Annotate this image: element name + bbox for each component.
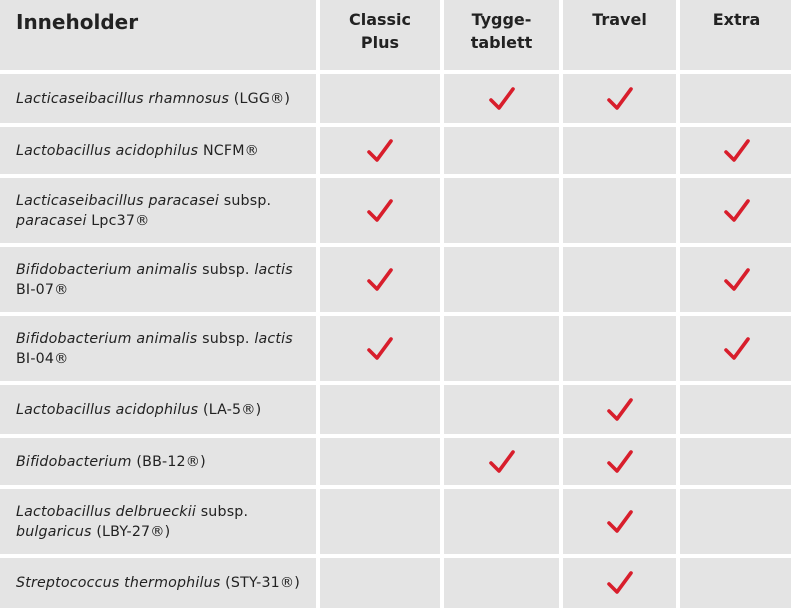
ingredient-name: [0, 438, 316, 485]
ingredient-text: [16, 573, 300, 593]
strain-suffix: subsp.: [197, 330, 255, 347]
subspecies-name: bulgaricus: [16, 523, 92, 540]
cell-extra: [680, 178, 791, 243]
checkmark-icon: [488, 86, 516, 112]
ingredient-line-1: [16, 193, 271, 209]
ingredient-name: [0, 489, 316, 554]
cell-tyggetablett: [444, 178, 559, 243]
cell-tyggetablett: [444, 489, 559, 554]
ingredient-text: [16, 329, 293, 369]
species-name: Lacticaseibacillus rhamnosus: [16, 90, 230, 107]
cell-travel: [563, 438, 676, 485]
strain-suffix: subsp.: [196, 503, 249, 520]
checkmark-icon: [723, 336, 751, 362]
ingredient-line-2: [16, 351, 68, 367]
species-name: Bifidobacterium animalis: [16, 330, 198, 347]
ingredient-line-1: [16, 402, 261, 418]
checkmark-icon: [488, 449, 516, 475]
species-name: Lacticaseibacillus paracasei: [16, 192, 220, 209]
strain-suffix: (LA-5®): [198, 401, 262, 418]
cell-travel: [563, 247, 676, 312]
ingredient-line-2: [16, 524, 170, 540]
header-ingredients-label: Inneholder: [16, 10, 139, 34]
cell-tyggetablett: [444, 316, 559, 381]
species-name: Lactobacillus delbrueckii: [16, 503, 196, 520]
cell-classic-plus: [320, 247, 440, 312]
checkmark-icon: [366, 198, 394, 224]
header-classic-plus-label: Classic Plus: [348, 10, 412, 52]
cell-travel: [563, 385, 676, 434]
ingredient-text: [16, 400, 261, 420]
cell-extra: [680, 489, 791, 554]
strain-suffix: subsp.: [197, 261, 255, 278]
header-tyggetablett-label: Tygge- tablett: [470, 10, 533, 52]
subspecies-name: lactis: [254, 261, 293, 278]
cell-tyggetablett: [444, 438, 559, 485]
cell-classic-plus: [320, 74, 440, 123]
header-classic-plus: [320, 0, 440, 70]
header-ingredients: [0, 0, 316, 70]
cell-tyggetablett: [444, 385, 559, 434]
ingredient-line-2: [16, 213, 149, 229]
checkmark-icon: [366, 336, 394, 362]
ingredient-text: [16, 452, 206, 472]
ingredient-line-1: [16, 504, 248, 520]
species-name: Bifidobacterium animalis: [16, 261, 198, 278]
checkmark-icon: [606, 509, 634, 535]
checkmark-icon: [606, 570, 634, 596]
species-name: Bifidobacterium: [16, 453, 132, 470]
cell-extra: [680, 316, 791, 381]
header-extra: [680, 0, 791, 70]
header-travel-label: Travel: [592, 10, 647, 29]
checkmark-icon: [723, 198, 751, 224]
cell-travel: [563, 178, 676, 243]
cell-travel: [563, 316, 676, 381]
ingredient-name: [0, 247, 316, 312]
cell-extra: [680, 74, 791, 123]
strain-suffix: (STY-31®): [220, 575, 301, 591]
cell-extra: [680, 558, 791, 608]
ingredient-text: [16, 502, 248, 542]
cell-classic-plus: [320, 489, 440, 554]
subspecies-name: lactis: [254, 330, 293, 347]
cell-classic-plus: [320, 438, 440, 485]
strain-suffix: subsp.: [219, 192, 272, 209]
cell-tyggetablett: [444, 558, 559, 608]
subspecies-name: paracasei: [16, 212, 87, 229]
ingredient-text: [16, 89, 290, 109]
ingredient-name: [0, 558, 316, 608]
cell-classic-plus: [320, 178, 440, 243]
ingredient-line-1: [16, 331, 293, 347]
strain-code: BI-04®: [16, 350, 69, 367]
strain-suffix: NCFM®: [198, 142, 260, 159]
strain-code: Lpc37®: [86, 212, 150, 229]
species-name: Lactobacillus acidophilus: [16, 401, 199, 418]
strain-suffix: (LGG®): [229, 90, 291, 107]
cell-classic-plus: [320, 385, 440, 434]
cell-tyggetablett: [444, 247, 559, 312]
cell-tyggetablett: [444, 74, 559, 123]
checkmark-icon: [723, 138, 751, 164]
ingredient-text: [16, 141, 259, 161]
checkmark-icon: [366, 267, 394, 293]
cell-extra: [680, 385, 791, 434]
species-name: Streptococcus thermophilus: [16, 575, 221, 591]
ingredient-line-1: [16, 91, 290, 107]
strain-code: (LBY-27®): [91, 523, 171, 540]
cell-travel: [563, 127, 676, 174]
cell-classic-plus: [320, 316, 440, 381]
checkmark-icon: [606, 449, 634, 475]
checkmark-icon: [723, 267, 751, 293]
cell-extra: [680, 438, 791, 485]
checkmark-icon: [606, 397, 634, 423]
header-tyggetablett: [444, 0, 559, 70]
ingredient-line-1: [16, 143, 259, 159]
ingredient-name: [0, 127, 316, 174]
ingredient-line-2: [16, 282, 68, 298]
ingredient-line-1: [16, 454, 206, 470]
cell-travel: [563, 74, 676, 123]
header-travel: [563, 0, 676, 70]
strain-code: BI-07®: [16, 281, 69, 298]
checkmark-icon: [366, 138, 394, 164]
cell-classic-plus: [320, 127, 440, 174]
strain-suffix: (BB-12®): [131, 453, 206, 470]
ingredient-name: [0, 178, 316, 243]
ingredient-line-1: [16, 262, 293, 278]
cell-classic-plus: [320, 558, 440, 608]
ingredient-text: [16, 260, 293, 300]
ingredient-text: [16, 191, 271, 231]
ingredient-line-1: [16, 575, 300, 591]
header-extra-label: Extra: [712, 10, 761, 29]
cell-extra: [680, 247, 791, 312]
cell-tyggetablett: [444, 127, 559, 174]
cell-travel: [563, 558, 676, 608]
species-name: Lactobacillus acidophilus: [16, 142, 199, 159]
cell-extra: [680, 127, 791, 174]
ingredient-name: [0, 316, 316, 381]
checkmark-icon: [606, 86, 634, 112]
cell-travel: [563, 489, 676, 554]
ingredient-name: [0, 385, 316, 434]
ingredient-name: [0, 74, 316, 123]
